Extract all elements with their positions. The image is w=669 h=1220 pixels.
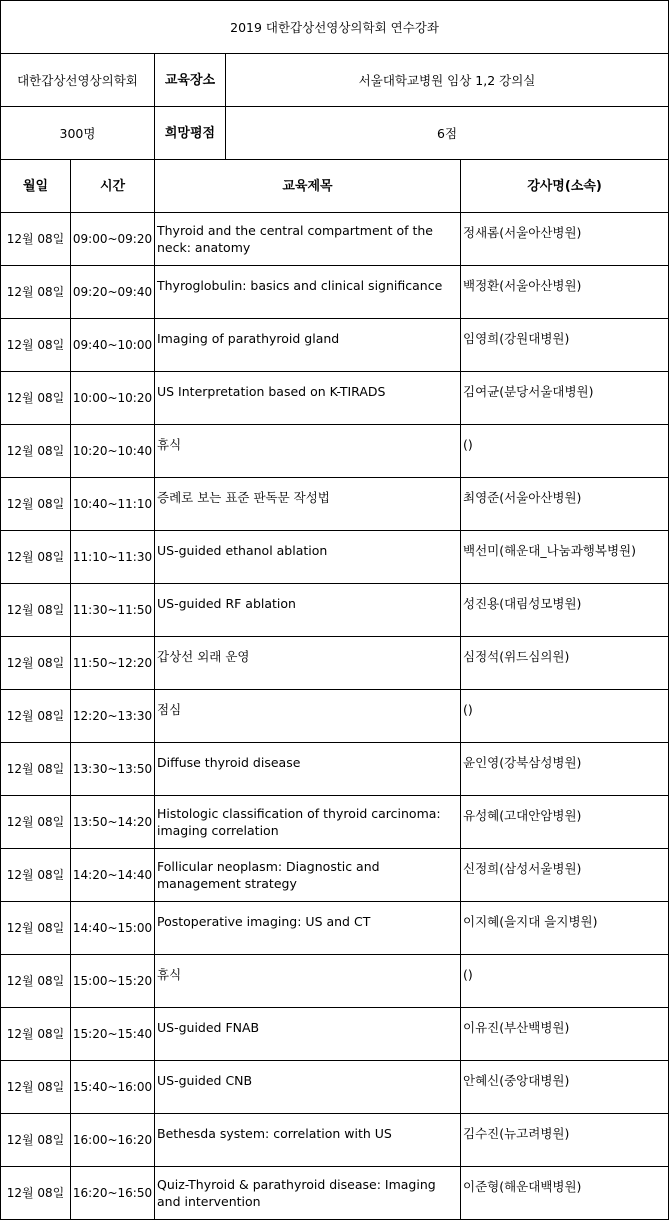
session-date: 12월 08일: [1, 372, 71, 425]
session-title: US-guided ethanol ablation: [155, 531, 461, 584]
session-lecturer: 김수진(뉴고려병원): [461, 1114, 669, 1167]
session-lecturer: (): [461, 425, 669, 478]
session-lecturer: 성진용(대림성모병원): [461, 584, 669, 637]
session-lecturer: 임영희(강원대병원): [461, 319, 669, 372]
session-title: Diffuse thyroid disease: [155, 743, 461, 796]
session-lecturer: 심정석(위드심의원): [461, 637, 669, 690]
session-lecturer: 안혜신(중앙대병원): [461, 1061, 669, 1114]
session-date: 12월 08일: [1, 955, 71, 1008]
session-lecturer: (): [461, 690, 669, 743]
session-lecturer: 백선미(해운대_나눔과행복병원): [461, 531, 669, 584]
session-date: 12월 08일: [1, 584, 71, 637]
header-topic: 교육제목: [155, 160, 461, 213]
session-lecturer: 백정환(서울아산병원): [461, 266, 669, 319]
table-row: [1, 690, 669, 743]
session-title: Imaging of parathyroid gland: [155, 319, 461, 372]
course-title: 2019 대한갑상선영상의학회 연수강좌: [1, 1, 669, 54]
session-time: 16:00~16:20: [71, 1114, 155, 1167]
table-row: [1, 531, 669, 584]
session-time: 10:40~11:10: [71, 478, 155, 531]
session-title: US Interpretation based on K-TIRADS: [155, 372, 461, 425]
table-row: [1, 584, 669, 637]
session-time: 09:20~09:40: [71, 266, 155, 319]
session-time: 14:40~15:00: [71, 902, 155, 955]
session-date: 12월 08일: [1, 478, 71, 531]
credits: 6점: [226, 107, 669, 160]
session-date: 12월 08일: [1, 531, 71, 584]
session-time: 16:20~16:50: [71, 1167, 155, 1220]
session-lecturer: 유성혜(고대안암병원): [461, 796, 669, 849]
session-time: 09:00~09:20: [71, 213, 155, 266]
session-date: 12월 08일: [1, 743, 71, 796]
session-lecturer: 정새롬(서울아산병원): [461, 213, 669, 266]
session-title: 갑상선 외래 운영: [155, 637, 461, 690]
table-row: [1, 478, 669, 531]
session-time: 09:40~10:00: [71, 319, 155, 372]
session-date: 12월 08일: [1, 1008, 71, 1061]
session-time: 13:30~13:50: [71, 743, 155, 796]
session-time: 15:20~15:40: [71, 1008, 155, 1061]
session-lecturer: 김여균(분당서울대병원): [461, 372, 669, 425]
session-time: 10:00~10:20: [71, 372, 155, 425]
session-time: 11:50~12:20: [71, 637, 155, 690]
table-row: [1, 372, 669, 425]
capacity: 300명: [1, 107, 155, 160]
table-row: [1, 213, 669, 266]
session-date: 12월 08일: [1, 690, 71, 743]
table-row: [1, 637, 669, 690]
session-title: Bethesda system: correlation with US: [155, 1114, 461, 1167]
table-row: [1, 1008, 669, 1061]
table-row: [1, 1061, 669, 1114]
session-title: Postoperative imaging: US and CT: [155, 902, 461, 955]
session-lecturer: 이준형(해운대백병원): [461, 1167, 669, 1220]
session-lecturer: 이지혜(을지대 을지병원): [461, 902, 669, 955]
session-lecturer: 윤인영(강북삼성병원): [461, 743, 669, 796]
session-date: 12월 08일: [1, 1114, 71, 1167]
credits-label: 희망평점: [155, 107, 226, 160]
session-time: 12:20~13:30: [71, 690, 155, 743]
session-date: 12월 08일: [1, 319, 71, 372]
session-title: US-guided FNAB: [155, 1008, 461, 1061]
session-date: 12월 08일: [1, 1061, 71, 1114]
session-time: 10:20~10:40: [71, 425, 155, 478]
session-time: 13:50~14:20: [71, 796, 155, 849]
session-date: 12월 08일: [1, 213, 71, 266]
header-time: 시간: [71, 160, 155, 213]
session-title: US-guided CNB: [155, 1061, 461, 1114]
header-lecturer: 강사명(소속): [461, 160, 669, 213]
session-time: 14:20~14:40: [71, 849, 155, 902]
session-time: 11:30~11:50: [71, 584, 155, 637]
session-date: 12월 08일: [1, 1167, 71, 1220]
session-title: 점심: [155, 690, 461, 743]
table-row: [1, 902, 669, 955]
table-row: [1, 1114, 669, 1167]
session-time: 15:00~15:20: [71, 955, 155, 1008]
table-row: [1, 319, 669, 372]
header-date: 월일: [1, 160, 71, 213]
session-lecturer: (): [461, 955, 669, 1008]
session-title: 증례로 보는 표준 판독문 작성법: [155, 478, 461, 531]
session-time: 11:10~11:30: [71, 531, 155, 584]
table-row: [1, 266, 669, 319]
session-date: 12월 08일: [1, 425, 71, 478]
session-date: 12월 08일: [1, 266, 71, 319]
session-title: US-guided RF ablation: [155, 584, 461, 637]
table-row: [1, 849, 669, 902]
session-title: Histologic classification of thyroid carcinoma: imaging correlation: [155, 796, 461, 849]
session-date: 12월 08일: [1, 849, 71, 902]
session-title: Thyroid and the central compartment of the neck: anatomy: [155, 213, 461, 266]
organizer: 대한갑상선영상의학회: [1, 54, 155, 107]
session-title: Follicular neoplasm: Diagnostic and management strategy: [155, 849, 461, 902]
table-row: [1, 1167, 669, 1220]
table-row: [1, 743, 669, 796]
venue: 서울대학교병원 임상 1,2 강의실: [226, 54, 669, 107]
session-lecturer: 최영준(서울아산병원): [461, 478, 669, 531]
venue-label: 교육장소: [155, 54, 226, 107]
session-lecturer: 이유진(부산백병원): [461, 1008, 669, 1061]
session-title: Thyroglobulin: basics and clinical significance: [155, 266, 461, 319]
table-row: [1, 425, 669, 478]
table-row: [1, 796, 669, 849]
session-date: 12월 08일: [1, 902, 71, 955]
session-date: 12월 08일: [1, 796, 71, 849]
session-title: 휴식: [155, 425, 461, 478]
session-lecturer: 신정희(삼성서울병원): [461, 849, 669, 902]
column-header-row: [1, 160, 669, 213]
session-title: Quiz-Thyroid & parathyroid disease: Imaging and intervention: [155, 1167, 461, 1220]
session-time: 15:40~16:00: [71, 1061, 155, 1114]
session-date: 12월 08일: [1, 637, 71, 690]
session-title: 휴식: [155, 955, 461, 1008]
table-row: [1, 955, 669, 1008]
